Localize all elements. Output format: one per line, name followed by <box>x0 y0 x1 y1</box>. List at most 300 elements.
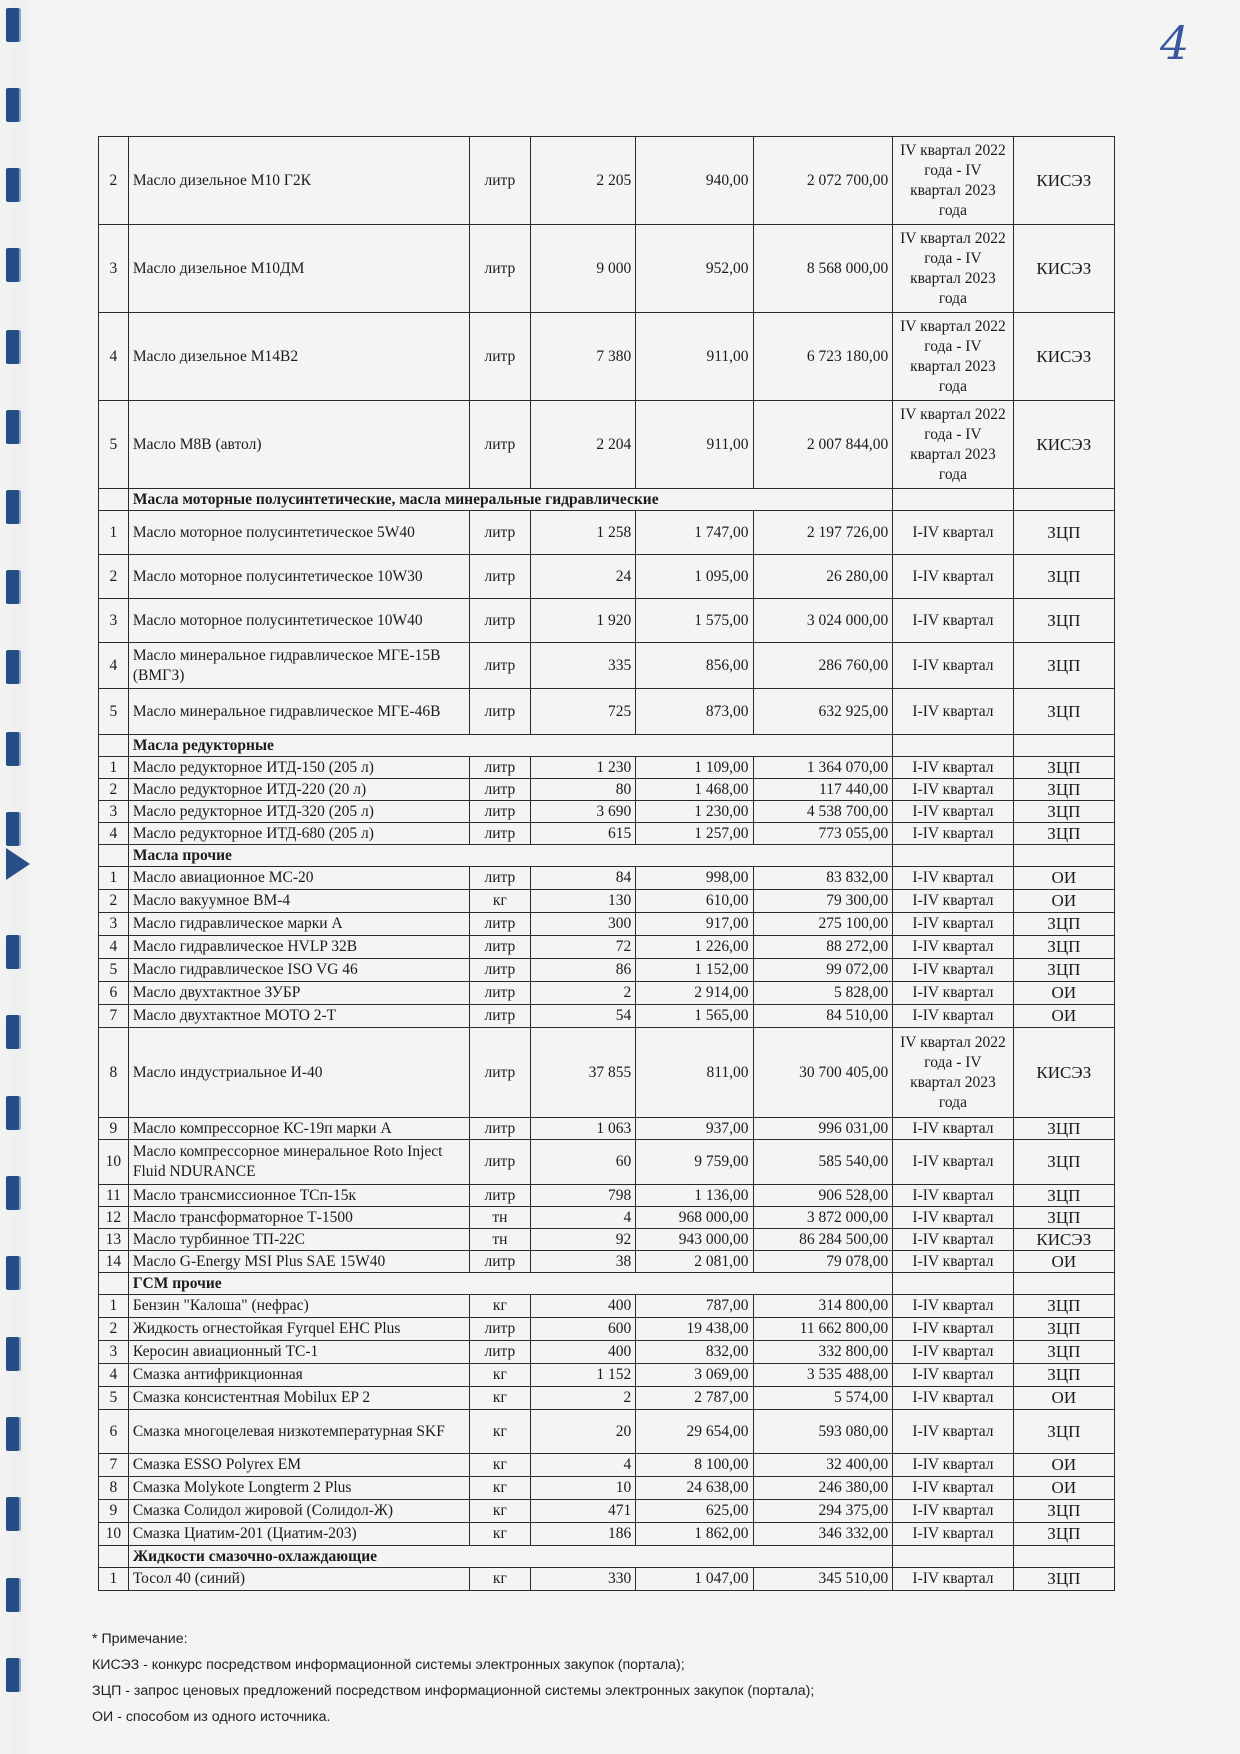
note-line-zcp: ЗЦП - запрос ценовых предложений посредством информационной системы электронных закупок (портала); <box>92 1683 815 1699</box>
unit-price-cell: 998,00 <box>636 867 753 890</box>
row-number-cell: 2 <box>99 890 129 913</box>
quantity-cell: 130 <box>530 890 636 913</box>
unit-price-cell: 811,00 <box>636 1028 753 1118</box>
procurement-method-cell: ЗЦП <box>1013 936 1114 959</box>
unit-cell: литр <box>469 1140 530 1185</box>
unit-price-cell: 1 047,00 <box>636 1568 753 1591</box>
item-name-cell: Масло компрессорное минеральное Roto Inject Fluid NDURANCE <box>128 1140 469 1185</box>
total-sum-cell: 5 574,00 <box>753 1387 893 1410</box>
quantity-cell: 2 <box>530 982 636 1005</box>
quantity-cell: 38 <box>530 1251 636 1273</box>
unit-cell: литр <box>469 1251 530 1273</box>
binding-clip <box>6 1417 19 1451</box>
unit-cell: литр <box>469 643 530 689</box>
unit-price-cell: 943 000,00 <box>636 1229 753 1251</box>
table-row <box>99 1568 1115 1591</box>
quantity-cell: 330 <box>530 1568 636 1591</box>
table-row <box>99 1229 1115 1251</box>
binding-clip <box>6 650 19 684</box>
unit-price-cell: 1 109,00 <box>636 757 753 779</box>
delivery-period-cell: IV квартал 2022 года - IV квартал 2023 года <box>893 225 1013 313</box>
row-number-cell: 4 <box>99 936 129 959</box>
procurement-method-cell: КИСЭЗ <box>1013 1229 1114 1251</box>
item-name-cell: Масло минеральное гидравлическое МГЕ-15В (ВМГЗ) <box>128 643 469 689</box>
note-line-oi: ОИ - способом из одного источника. <box>92 1709 331 1725</box>
delivery-period-cell: I-IV квартал <box>893 511 1013 555</box>
item-name-cell: Масло гидравлическое HVLP 32B <box>128 936 469 959</box>
quantity-cell: 1 258 <box>530 511 636 555</box>
total-sum-cell: 2 072 700,00 <box>753 137 893 225</box>
unit-cell: кг <box>469 1523 530 1546</box>
unit-price-cell: 29 654,00 <box>636 1410 753 1454</box>
total-sum-cell: 2 197 726,00 <box>753 511 893 555</box>
procurement-method-cell: ЗЦП <box>1013 1140 1114 1185</box>
row-number-cell: 7 <box>99 1005 129 1028</box>
table-row <box>99 1185 1115 1207</box>
procurement-method-cell: КИСЭЗ <box>1013 313 1114 401</box>
unit-price-cell: 9 759,00 <box>636 1140 753 1185</box>
section-header-row <box>99 1546 1115 1568</box>
procurement-table <box>98 136 1115 1591</box>
row-number-cell: 3 <box>99 1341 129 1364</box>
total-sum-cell: 286 760,00 <box>753 643 893 689</box>
table-row <box>99 867 1115 890</box>
item-name-cell: Масло минеральное гидравлическое МГЕ-46В <box>128 689 469 735</box>
procurement-method-cell: ЗЦП <box>1013 511 1114 555</box>
row-number-cell: 1 <box>99 757 129 779</box>
row-number-cell: 12 <box>99 1207 129 1229</box>
procurement-method-cell: КИСЭЗ <box>1013 1028 1114 1118</box>
table-row <box>99 1295 1115 1318</box>
delivery-period-cell: I-IV квартал <box>893 867 1013 890</box>
unit-cell: литр <box>469 1318 530 1341</box>
binding-clip <box>6 88 19 122</box>
item-name-cell: Бензин "Калоша" (нефрас) <box>128 1295 469 1318</box>
procurement-method-cell: ЗЦП <box>1013 1568 1114 1591</box>
section-blank-cell <box>99 845 129 867</box>
row-number-cell: 4 <box>99 643 129 689</box>
procurement-method-cell: ОИ <box>1013 1005 1114 1028</box>
table-row <box>99 982 1115 1005</box>
unit-price-cell: 911,00 <box>636 313 753 401</box>
quantity-cell: 92 <box>530 1229 636 1251</box>
delivery-period-cell: I-IV квартал <box>893 1295 1013 1318</box>
procurement-method-cell: ЗЦП <box>1013 779 1114 801</box>
binding-clip <box>6 490 19 524</box>
item-name-cell: Масло компрессорное КС-19п марки А <box>128 1118 469 1140</box>
table-row <box>99 779 1115 801</box>
procurement-method-cell: ЗЦП <box>1013 555 1114 599</box>
unit-price-cell: 1 230,00 <box>636 801 753 823</box>
item-name-cell: Масло G-Energy MSI Plus SAE 15W40 <box>128 1251 469 1273</box>
item-name-cell: Масло моторное полусинтетическое 5W40 <box>128 511 469 555</box>
table-body <box>99 137 1115 1591</box>
item-name-cell: Масло редукторное ИТД-220 (20 л) <box>128 779 469 801</box>
row-number-cell: 5 <box>99 959 129 982</box>
row-number-cell: 3 <box>99 801 129 823</box>
unit-price-cell: 2 914,00 <box>636 982 753 1005</box>
quantity-cell: 2 <box>530 1387 636 1410</box>
delivery-period-cell: I-IV квартал <box>893 1229 1013 1251</box>
row-number-cell: 2 <box>99 555 129 599</box>
unit-cell: кг <box>469 1568 530 1591</box>
procurement-method-cell: ЗЦП <box>1013 1341 1114 1364</box>
unit-price-cell: 952,00 <box>636 225 753 313</box>
delivery-period-cell: I-IV квартал <box>893 643 1013 689</box>
quantity-cell: 400 <box>530 1295 636 1318</box>
total-sum-cell: 84 510,00 <box>753 1005 893 1028</box>
unit-cell: литр <box>469 779 530 801</box>
footnotes <box>92 1626 1142 1730</box>
quantity-cell: 10 <box>530 1477 636 1500</box>
unit-price-cell: 1 152,00 <box>636 959 753 982</box>
quantity-cell: 2 205 <box>530 137 636 225</box>
delivery-period-cell: IV квартал 2022 года - IV квартал 2023 года <box>893 137 1013 225</box>
item-name-cell: Масло дизельное М10ДМ <box>128 225 469 313</box>
table-row <box>99 823 1115 845</box>
item-name-cell: Масло двухтактное МОТО 2-Т <box>128 1005 469 1028</box>
quantity-cell: 9 000 <box>530 225 636 313</box>
delivery-period-cell: I-IV квартал <box>893 555 1013 599</box>
quantity-cell: 335 <box>530 643 636 689</box>
delivery-period-cell: I-IV квартал <box>893 913 1013 936</box>
item-name-cell: Смазка Циатим-201 (Циатим-203) <box>128 1523 469 1546</box>
table-row <box>99 401 1115 489</box>
total-sum-cell: 88 272,00 <box>753 936 893 959</box>
unit-cell: литр <box>469 1185 530 1207</box>
row-number-cell: 13 <box>99 1229 129 1251</box>
unit-price-cell: 917,00 <box>636 913 753 936</box>
quantity-cell: 1 230 <box>530 757 636 779</box>
item-name-cell: Масло дизельное М10 Г2К <box>128 137 469 225</box>
item-name-cell: Масло гидравлическое ISO VG 46 <box>128 959 469 982</box>
item-name-cell: Масло дизельное М14В2 <box>128 313 469 401</box>
row-number-cell: 9 <box>99 1500 129 1523</box>
delivery-period-cell: IV квартал 2022 года - IV квартал 2023 года <box>893 401 1013 489</box>
unit-cell: литр <box>469 936 530 959</box>
total-sum-cell: 26 280,00 <box>753 555 893 599</box>
unit-price-cell: 24 638,00 <box>636 1477 753 1500</box>
item-name-cell: Смазка ESSO Polyrex EM <box>128 1454 469 1477</box>
unit-cell: литр <box>469 1005 530 1028</box>
procurement-method-cell: ЗЦП <box>1013 823 1114 845</box>
procurement-method-cell: ЗЦП <box>1013 1523 1114 1546</box>
item-name-cell: Масло моторное полусинтетическое 10W30 <box>128 555 469 599</box>
unit-cell: литр <box>469 137 530 225</box>
unit-cell: кг <box>469 1454 530 1477</box>
binding-clip <box>6 570 19 604</box>
procurement-method-cell: ОИ <box>1013 890 1114 913</box>
procurement-method-cell: ОИ <box>1013 1251 1114 1273</box>
table-row <box>99 1341 1115 1364</box>
section-header-row <box>99 1273 1115 1295</box>
procurement-method-cell: ОИ <box>1013 1454 1114 1477</box>
unit-cell: литр <box>469 1028 530 1118</box>
quantity-cell: 4 <box>530 1207 636 1229</box>
quantity-cell: 1 152 <box>530 1364 636 1387</box>
quantity-cell: 7 380 <box>530 313 636 401</box>
binding-clip <box>6 812 19 846</box>
delivery-period-cell: I-IV квартал <box>893 1568 1013 1591</box>
item-name-cell: Масло редукторное ИТД-150 (205 л) <box>128 757 469 779</box>
table-row <box>99 1387 1115 1410</box>
row-number-cell: 1 <box>99 1568 129 1591</box>
unit-price-cell: 19 438,00 <box>636 1318 753 1341</box>
unit-cell: тн <box>469 1229 530 1251</box>
quantity-cell: 84 <box>530 867 636 890</box>
binding-clip <box>6 1176 19 1210</box>
unit-cell: литр <box>469 511 530 555</box>
quantity-cell: 300 <box>530 913 636 936</box>
table-row <box>99 599 1115 643</box>
delivery-period-cell: IV квартал 2022 года - IV квартал 2023 года <box>893 313 1013 401</box>
section-title: ГСМ прочие <box>128 1273 892 1295</box>
unit-cell: кг <box>469 1410 530 1454</box>
binding-clip <box>6 1256 19 1290</box>
table-row <box>99 1251 1115 1273</box>
delivery-period-cell: I-IV квартал <box>893 1364 1013 1387</box>
unit-price-cell: 832,00 <box>636 1341 753 1364</box>
total-sum-cell: 32 400,00 <box>753 1454 893 1477</box>
table-row <box>99 1005 1115 1028</box>
item-name-cell: Смазка Molykote Longterm 2 Plus <box>128 1477 469 1500</box>
total-sum-cell: 3 024 000,00 <box>753 599 893 643</box>
item-name-cell: Масло трансформаторное Т-1500 <box>128 1207 469 1229</box>
binding-arrow-mark <box>6 848 30 880</box>
delivery-period-cell: I-IV квартал <box>893 757 1013 779</box>
table-row <box>99 1454 1115 1477</box>
procurement-method-cell: ЗЦП <box>1013 1410 1114 1454</box>
binding-clip <box>6 1337 19 1371</box>
unit-cell: кг <box>469 1387 530 1410</box>
row-number-cell: 3 <box>99 225 129 313</box>
section-blank-cell <box>893 1546 1013 1568</box>
unit-cell: литр <box>469 1341 530 1364</box>
binding-clip <box>6 410 19 444</box>
unit-cell: литр <box>469 313 530 401</box>
quantity-cell: 72 <box>530 936 636 959</box>
total-sum-cell: 3 872 000,00 <box>753 1207 893 1229</box>
item-name-cell: Масло редукторное ИТД-680 (205 л) <box>128 823 469 845</box>
unit-cell: кг <box>469 1477 530 1500</box>
binding-clip <box>6 1658 19 1692</box>
row-number-cell: 1 <box>99 511 129 555</box>
binding-clip <box>6 1578 19 1612</box>
section-header-row <box>99 489 1115 511</box>
item-name-cell: Смазка многоцелевая низкотемпературная SKF <box>128 1410 469 1454</box>
unit-cell: литр <box>469 555 530 599</box>
row-number-cell: 2 <box>99 779 129 801</box>
unit-cell: литр <box>469 1118 530 1140</box>
procurement-method-cell: ОИ <box>1013 982 1114 1005</box>
quantity-cell: 4 <box>530 1454 636 1477</box>
section-blank-cell <box>893 489 1013 511</box>
notes-title: * Примечание: <box>92 1631 188 1647</box>
unit-cell: литр <box>469 867 530 890</box>
table-row <box>99 1140 1115 1185</box>
delivery-period-cell: I-IV квартал <box>893 1005 1013 1028</box>
unit-price-cell: 1 862,00 <box>636 1523 753 1546</box>
row-number-cell: 5 <box>99 401 129 489</box>
binding-clip <box>6 248 19 282</box>
unit-cell: литр <box>469 757 530 779</box>
section-title: Масла моторные полусинтетические, масла минеральные гидравлические <box>128 489 892 511</box>
quantity-cell: 37 855 <box>530 1028 636 1118</box>
section-blank-cell <box>1013 1273 1114 1295</box>
binding-clip <box>6 1497 19 1531</box>
total-sum-cell: 593 080,00 <box>753 1410 893 1454</box>
delivery-period-cell: I-IV квартал <box>893 1251 1013 1273</box>
row-number-cell: 7 <box>99 1454 129 1477</box>
procurement-method-cell: ЗЦП <box>1013 643 1114 689</box>
unit-cell: тн <box>469 1207 530 1229</box>
unit-price-cell: 1 136,00 <box>636 1185 753 1207</box>
quantity-cell: 60 <box>530 1140 636 1185</box>
total-sum-cell: 30 700 405,00 <box>753 1028 893 1118</box>
binding-clip <box>6 168 19 202</box>
quantity-cell: 80 <box>530 779 636 801</box>
section-header-row <box>99 845 1115 867</box>
total-sum-cell: 5 828,00 <box>753 982 893 1005</box>
unit-price-cell: 3 069,00 <box>636 1364 753 1387</box>
table-row <box>99 1500 1115 1523</box>
unit-cell: кг <box>469 890 530 913</box>
table-row <box>99 137 1115 225</box>
row-number-cell: 4 <box>99 823 129 845</box>
unit-price-cell: 1 226,00 <box>636 936 753 959</box>
binding-clip <box>6 330 19 364</box>
total-sum-cell: 294 375,00 <box>753 1500 893 1523</box>
table-row <box>99 1028 1115 1118</box>
total-sum-cell: 345 510,00 <box>753 1568 893 1591</box>
total-sum-cell: 11 662 800,00 <box>753 1318 893 1341</box>
unit-cell: литр <box>469 599 530 643</box>
procurement-method-cell: ЗЦП <box>1013 1318 1114 1341</box>
table-row <box>99 1523 1115 1546</box>
procurement-method-cell: ЗЦП <box>1013 1207 1114 1229</box>
delivery-period-cell: I-IV квартал <box>893 599 1013 643</box>
section-blank-cell <box>893 735 1013 757</box>
delivery-period-cell: I-IV квартал <box>893 1500 1013 1523</box>
table-row <box>99 1207 1115 1229</box>
section-blank-cell <box>1013 845 1114 867</box>
delivery-period-cell: I-IV квартал <box>893 1207 1013 1229</box>
row-number-cell: 2 <box>99 137 129 225</box>
unit-price-cell: 1 747,00 <box>636 511 753 555</box>
row-number-cell: 10 <box>99 1140 129 1185</box>
item-name-cell: Масло моторное полусинтетическое 10W40 <box>128 599 469 643</box>
quantity-cell: 54 <box>530 1005 636 1028</box>
total-sum-cell: 314 800,00 <box>753 1295 893 1318</box>
delivery-period-cell: I-IV квартал <box>893 801 1013 823</box>
item-name-cell: Масло вакуумное ВМ-4 <box>128 890 469 913</box>
procurement-method-cell: ЗЦП <box>1013 1295 1114 1318</box>
handwritten-page-number: 4 <box>1160 16 1190 70</box>
delivery-period-cell: I-IV квартал <box>893 823 1013 845</box>
quantity-cell: 3 690 <box>530 801 636 823</box>
delivery-period-cell: I-IV квартал <box>893 982 1013 1005</box>
unit-price-cell: 937,00 <box>636 1118 753 1140</box>
delivery-period-cell: I-IV квартал <box>893 1523 1013 1546</box>
table-row <box>99 959 1115 982</box>
table-row <box>99 643 1115 689</box>
unit-cell: литр <box>469 913 530 936</box>
table-row <box>99 1118 1115 1140</box>
delivery-period-cell: I-IV квартал <box>893 1341 1013 1364</box>
unit-price-cell: 8 100,00 <box>636 1454 753 1477</box>
quantity-cell: 86 <box>530 959 636 982</box>
quantity-cell: 725 <box>530 689 636 735</box>
item-name-cell: Жидкость огнестойкая Fyrquel EHC Plus <box>128 1318 469 1341</box>
item-name-cell: Керосин авиационный ТС-1 <box>128 1341 469 1364</box>
delivery-period-cell: I-IV квартал <box>893 1387 1013 1410</box>
delivery-period-cell: I-IV квартал <box>893 1318 1013 1341</box>
procurement-method-cell: ЗЦП <box>1013 1118 1114 1140</box>
table-row <box>99 913 1115 936</box>
unit-price-cell: 787,00 <box>636 1295 753 1318</box>
binding-clip <box>6 8 19 42</box>
total-sum-cell: 1 364 070,00 <box>753 757 893 779</box>
row-number-cell: 1 <box>99 867 129 890</box>
item-name-cell: Масло трансмиссионное ТСп-15к <box>128 1185 469 1207</box>
row-number-cell: 5 <box>99 1387 129 1410</box>
unit-cell: кг <box>469 1500 530 1523</box>
total-sum-cell: 79 078,00 <box>753 1251 893 1273</box>
procurement-method-cell: ЗЦП <box>1013 757 1114 779</box>
binding-clip <box>6 1096 19 1130</box>
quantity-cell: 2 204 <box>530 401 636 489</box>
table-row <box>99 936 1115 959</box>
unit-price-cell: 968 000,00 <box>636 1207 753 1229</box>
row-number-cell: 6 <box>99 1410 129 1454</box>
unit-cell: кг <box>469 1364 530 1387</box>
total-sum-cell: 2 007 844,00 <box>753 401 893 489</box>
unit-cell: литр <box>469 801 530 823</box>
delivery-period-cell: I-IV квартал <box>893 1118 1013 1140</box>
section-blank-cell <box>1013 735 1114 757</box>
procurement-method-cell: КИСЭЗ <box>1013 137 1114 225</box>
unit-cell: кг <box>469 1295 530 1318</box>
section-title: Масла прочие <box>128 845 892 867</box>
unit-price-cell: 2 787,00 <box>636 1387 753 1410</box>
row-number-cell: 3 <box>99 599 129 643</box>
item-name-cell: Масло М8В (автол) <box>128 401 469 489</box>
table-row <box>99 890 1115 913</box>
unit-price-cell: 625,00 <box>636 1500 753 1523</box>
unit-price-cell: 856,00 <box>636 643 753 689</box>
total-sum-cell: 83 832,00 <box>753 867 893 890</box>
quantity-cell: 1 063 <box>530 1118 636 1140</box>
total-sum-cell: 585 540,00 <box>753 1140 893 1185</box>
item-name-cell: Масло индустриальное И-40 <box>128 1028 469 1118</box>
section-blank-cell <box>99 1273 129 1295</box>
item-name-cell: Смазка антифрикционная <box>128 1364 469 1387</box>
section-title: Жидкости смазочно-охлаждающие <box>128 1546 892 1568</box>
table-row <box>99 801 1115 823</box>
total-sum-cell: 86 284 500,00 <box>753 1229 893 1251</box>
unit-cell: литр <box>469 959 530 982</box>
total-sum-cell: 8 568 000,00 <box>753 225 893 313</box>
procurement-method-cell: ЗЦП <box>1013 689 1114 735</box>
procurement-method-cell: ОИ <box>1013 1387 1114 1410</box>
quantity-cell: 600 <box>530 1318 636 1341</box>
unit-price-cell: 2 081,00 <box>636 1251 753 1273</box>
total-sum-cell: 4 538 700,00 <box>753 801 893 823</box>
section-header-row <box>99 735 1115 757</box>
table-row <box>99 757 1115 779</box>
row-number-cell: 14 <box>99 1251 129 1273</box>
row-number-cell: 1 <box>99 1295 129 1318</box>
